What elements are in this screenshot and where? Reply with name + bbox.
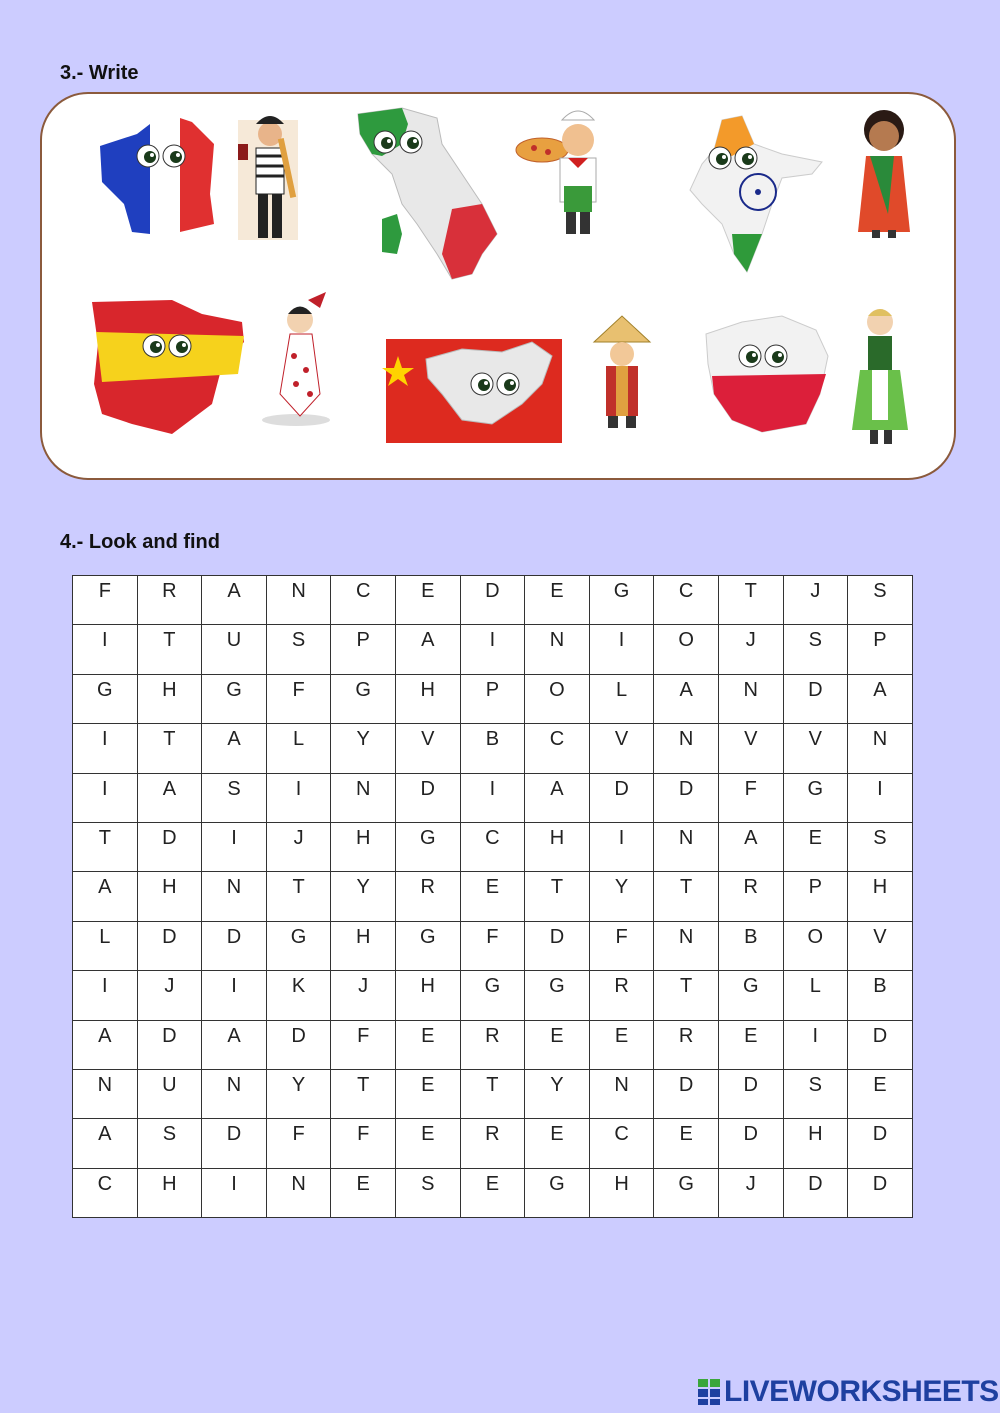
grid-cell: E xyxy=(783,822,848,871)
grid-cell: I xyxy=(73,773,138,822)
grid-cell: P xyxy=(331,625,396,674)
spain-map-icon xyxy=(92,300,244,434)
grid-cell: R xyxy=(460,1119,525,1168)
grid-cell: G xyxy=(331,674,396,723)
grid-row xyxy=(73,576,913,625)
grid-row xyxy=(73,1168,913,1217)
grid-cell: N xyxy=(718,674,783,723)
grid-cell: H xyxy=(395,674,460,723)
grid-cell: D xyxy=(525,921,590,970)
grid-cell: D xyxy=(202,1119,267,1168)
grid-cell: D xyxy=(848,1020,913,1069)
liveworksheets-brand-text: LIVEWORKSHEETS xyxy=(724,1375,999,1408)
grid-cell: R xyxy=(654,1020,719,1069)
grid-cell: E xyxy=(654,1119,719,1168)
france-map-icon xyxy=(100,114,214,234)
grid-cell: Y xyxy=(525,1069,590,1118)
grid-cell: T xyxy=(718,576,783,625)
grid-cell: R xyxy=(395,872,460,921)
grid-cell: O xyxy=(783,921,848,970)
grid-cell: J xyxy=(718,625,783,674)
grid-cell: J xyxy=(266,822,331,871)
grid-cell: A xyxy=(73,872,138,921)
grid-row xyxy=(73,625,913,674)
grid-cell: V xyxy=(718,724,783,773)
grid-cell: S xyxy=(848,822,913,871)
grid-cell: G xyxy=(395,822,460,871)
grid-cell: E xyxy=(460,872,525,921)
grid-cell: E xyxy=(395,1020,460,1069)
grid-cell: V xyxy=(589,724,654,773)
grid-cell: F xyxy=(331,1119,396,1168)
grid-cell: C xyxy=(525,724,590,773)
grid-cell: G xyxy=(654,1168,719,1217)
grid-cell: T xyxy=(654,971,719,1020)
grid-cell: A xyxy=(202,724,267,773)
grid-cell: V xyxy=(783,724,848,773)
grid-cell: A xyxy=(137,773,202,822)
grid-row xyxy=(73,1119,913,1168)
grid-cell: J xyxy=(137,971,202,1020)
grid-cell: E xyxy=(525,576,590,625)
grid-cell: S xyxy=(783,625,848,674)
grid-cell: S xyxy=(202,773,267,822)
grid-cell: D xyxy=(137,921,202,970)
grid-cell: T xyxy=(525,872,590,921)
polish-girl-icon xyxy=(852,309,908,444)
grid-cell: D xyxy=(137,822,202,871)
grid-cell: F xyxy=(718,773,783,822)
poland-map-icon xyxy=(706,316,828,432)
grid-cell: N xyxy=(202,872,267,921)
grid-cell: U xyxy=(137,1069,202,1118)
china-flag-map-icon xyxy=(382,339,562,443)
grid-cell: L xyxy=(589,674,654,723)
grid-cell: R xyxy=(460,1020,525,1069)
grid-cell: G xyxy=(718,971,783,1020)
grid-cell: G xyxy=(202,674,267,723)
grid-row xyxy=(73,872,913,921)
grid-cell: H xyxy=(525,822,590,871)
grid-cell: E xyxy=(848,1069,913,1118)
grid-cell: H xyxy=(331,921,396,970)
flamenco-dancer-icon xyxy=(262,292,330,426)
grid-cell: G xyxy=(589,576,654,625)
indian-girl-icon xyxy=(858,110,910,238)
grid-cell: H xyxy=(137,872,202,921)
grid-cell: E xyxy=(395,1069,460,1118)
grid-cell: S xyxy=(137,1119,202,1168)
grid-cell: H xyxy=(137,674,202,723)
grid-cell: A xyxy=(395,625,460,674)
grid-cell: F xyxy=(589,921,654,970)
grid-cell: L xyxy=(266,724,331,773)
grid-row xyxy=(73,921,913,970)
grid-cell: T xyxy=(137,625,202,674)
grid-cell: F xyxy=(266,674,331,723)
grid-cell: T xyxy=(266,872,331,921)
grid-cell: I xyxy=(848,773,913,822)
grid-cell: L xyxy=(783,971,848,1020)
grid-cell: E xyxy=(395,1119,460,1168)
grid-cell: D xyxy=(848,1168,913,1217)
grid-cell: E xyxy=(460,1168,525,1217)
grid-cell: G xyxy=(525,971,590,1020)
grid-cell: I xyxy=(202,971,267,1020)
grid-cell: A xyxy=(718,822,783,871)
grid-cell: T xyxy=(654,872,719,921)
word-search-grid xyxy=(72,575,913,1218)
grid-cell: H xyxy=(848,872,913,921)
grid-cell: I xyxy=(73,724,138,773)
grid-cell: T xyxy=(331,1069,396,1118)
grid-cell: J xyxy=(783,576,848,625)
grid-cell: N xyxy=(73,1069,138,1118)
india-map-icon xyxy=(690,116,822,272)
grid-cell: R xyxy=(718,872,783,921)
grid-cell: G xyxy=(783,773,848,822)
grid-row xyxy=(73,1069,913,1118)
grid-cell: A xyxy=(202,1020,267,1069)
grid-cell: J xyxy=(331,971,396,1020)
grid-cell: C xyxy=(460,822,525,871)
section-3-heading: 3.- Write xyxy=(60,62,139,84)
grid-cell: H xyxy=(589,1168,654,1217)
grid-cell: I xyxy=(589,625,654,674)
grid-cell: G xyxy=(73,674,138,723)
grid-cell: N xyxy=(654,822,719,871)
grid-cell: T xyxy=(137,724,202,773)
grid-cell: S xyxy=(783,1069,848,1118)
grid-cell: R xyxy=(589,971,654,1020)
grid-cell: D xyxy=(137,1020,202,1069)
grid-cell: H xyxy=(137,1168,202,1217)
grid-cell: D xyxy=(395,773,460,822)
grid-cell: P xyxy=(460,674,525,723)
grid-cell: J xyxy=(718,1168,783,1217)
grid-cell: O xyxy=(654,625,719,674)
grid-cell: Y xyxy=(331,872,396,921)
grid-row xyxy=(73,971,913,1020)
grid-cell: V xyxy=(848,921,913,970)
chinese-man-icon xyxy=(594,316,650,428)
grid-cell: I xyxy=(202,1168,267,1217)
grid-cell: N xyxy=(331,773,396,822)
liveworksheets-logo xyxy=(696,1374,999,1410)
grid-cell: D xyxy=(589,773,654,822)
grid-cell: V xyxy=(395,724,460,773)
grid-cell: E xyxy=(718,1020,783,1069)
grid-cell: C xyxy=(73,1168,138,1217)
grid-cell: A xyxy=(848,674,913,723)
grid-cell: N xyxy=(654,724,719,773)
grid-cell: A xyxy=(73,1119,138,1168)
french-man-icon xyxy=(238,116,298,240)
grid-cell: O xyxy=(525,674,590,723)
grid-cell: S xyxy=(395,1168,460,1217)
grid-cell: B xyxy=(460,724,525,773)
grid-cell: Y xyxy=(331,724,396,773)
grid-row xyxy=(73,674,913,723)
grid-cell: D xyxy=(654,1069,719,1118)
grid-cell: I xyxy=(783,1020,848,1069)
grid-cell: S xyxy=(266,625,331,674)
grid-cell: G xyxy=(266,921,331,970)
grid-cell: T xyxy=(73,822,138,871)
grid-row xyxy=(73,724,913,773)
grid-cell: I xyxy=(460,773,525,822)
grid-cell: E xyxy=(525,1020,590,1069)
grid-cell: F xyxy=(331,1020,396,1069)
grid-cell: B xyxy=(718,921,783,970)
grid-cell: G xyxy=(525,1168,590,1217)
grid-cell: D xyxy=(783,1168,848,1217)
grid-cell: A xyxy=(202,576,267,625)
grid-cell: E xyxy=(395,576,460,625)
grid-cell: N xyxy=(589,1069,654,1118)
grid-cell: A xyxy=(73,1020,138,1069)
grid-cell: I xyxy=(73,971,138,1020)
grid-cell: I xyxy=(266,773,331,822)
grid-cell: B xyxy=(848,971,913,1020)
grid-cell: D xyxy=(783,674,848,723)
grid-cell: H xyxy=(783,1119,848,1168)
italian-chef-icon xyxy=(516,111,596,234)
grid-cell: I xyxy=(73,625,138,674)
grid-cell: A xyxy=(525,773,590,822)
grid-cell: D xyxy=(266,1020,331,1069)
grid-cell: D xyxy=(460,576,525,625)
grid-cell: N xyxy=(848,724,913,773)
grid-cell: C xyxy=(654,576,719,625)
grid-cell: I xyxy=(460,625,525,674)
grid-cell: H xyxy=(331,822,396,871)
pictures-panel xyxy=(40,92,956,480)
grid-cell: L xyxy=(73,921,138,970)
grid-cell: D xyxy=(848,1119,913,1168)
grid-cell: P xyxy=(783,872,848,921)
grid-cell: F xyxy=(73,576,138,625)
grid-cell: D xyxy=(202,921,267,970)
grid-cell: N xyxy=(654,921,719,970)
grid-cell: I xyxy=(589,822,654,871)
grid-cell: I xyxy=(202,822,267,871)
liveworksheets-logo-icon xyxy=(696,1377,722,1407)
italy-map-icon xyxy=(358,108,497,279)
grid-row xyxy=(73,822,913,871)
grid-cell: D xyxy=(654,773,719,822)
grid-cell: K xyxy=(266,971,331,1020)
grid-cell: D xyxy=(718,1119,783,1168)
grid-cell: N xyxy=(266,1168,331,1217)
grid-cell: E xyxy=(331,1168,396,1217)
grid-cell: R xyxy=(137,576,202,625)
grid-cell: D xyxy=(718,1069,783,1118)
grid-cell: N xyxy=(266,576,331,625)
grid-cell: N xyxy=(525,625,590,674)
grid-cell: Y xyxy=(589,872,654,921)
grid-cell: T xyxy=(460,1069,525,1118)
grid-cell: F xyxy=(460,921,525,970)
grid-row xyxy=(73,1020,913,1069)
grid-cell: E xyxy=(589,1020,654,1069)
grid-cell: G xyxy=(460,971,525,1020)
grid-cell: P xyxy=(848,625,913,674)
grid-cell: N xyxy=(202,1069,267,1118)
grid-cell: U xyxy=(202,625,267,674)
grid-cell: C xyxy=(589,1119,654,1168)
grid-cell: H xyxy=(395,971,460,1020)
section-4-heading: 4.- Look and find xyxy=(60,531,220,553)
grid-cell: A xyxy=(654,674,719,723)
grid-cell: F xyxy=(266,1119,331,1168)
grid-cell: C xyxy=(331,576,396,625)
grid-cell: G xyxy=(395,921,460,970)
grid-cell: E xyxy=(525,1119,590,1168)
grid-row xyxy=(73,773,913,822)
grid-cell: S xyxy=(848,576,913,625)
grid-cell: Y xyxy=(266,1069,331,1118)
